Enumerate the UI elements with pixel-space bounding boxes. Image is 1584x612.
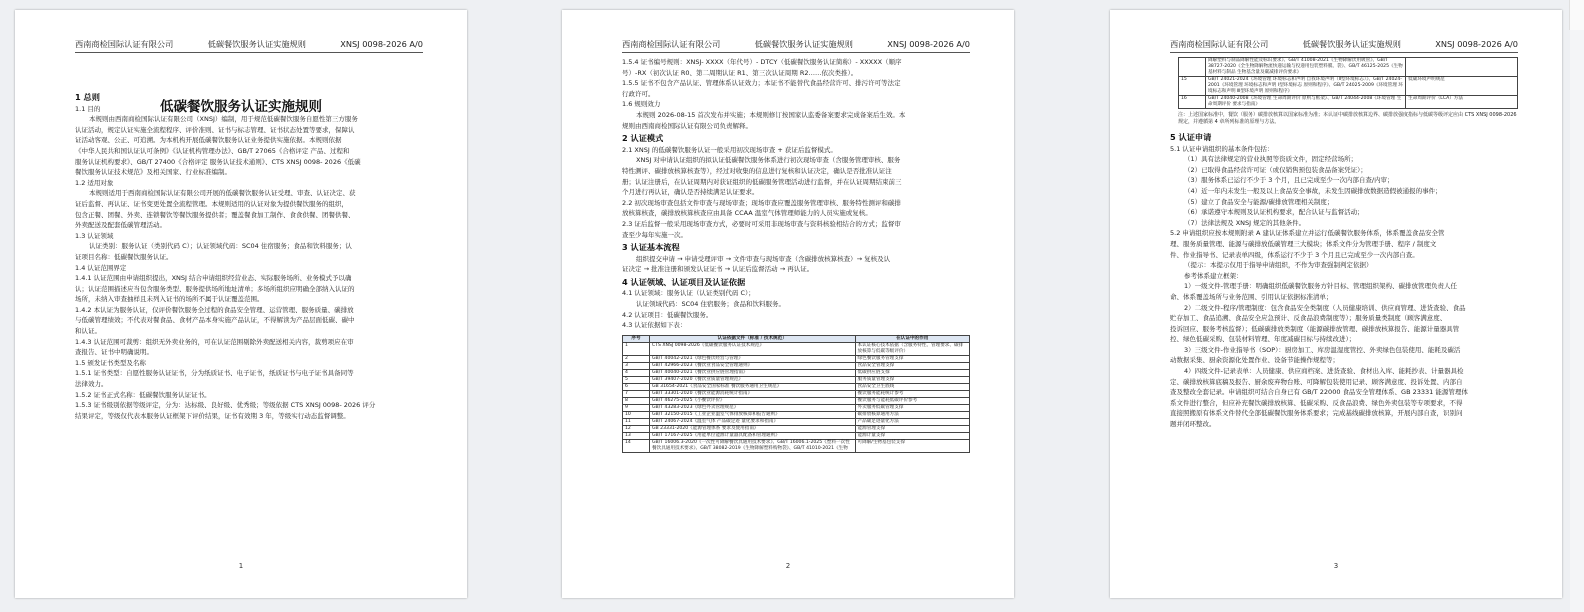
text-line: 贮存加工、食品追溯、食品安全应急预计、反食品浪费制度等）；服务质量类制度（顾客满意度、	[1170, 314, 1447, 323]
text-line: 命、体系覆盖场所与业务范围、引用认证依据标准清单；	[1170, 292, 1333, 301]
table-cell: 12	[623, 425, 650, 432]
table-cell: 绿色餐饮服务管理支撑	[855, 355, 970, 362]
page-number: 3	[1333, 562, 1339, 570]
table-cell: GB/T 32150-2015《工业企业温室气体排放核算和报告通则》	[650, 411, 856, 418]
header-doc-title: 低碳餐饮服务认证实施规则	[1302, 39, 1401, 49]
table-cell: 产品碳足迹量化方法	[855, 418, 970, 425]
table-row	[623, 390, 970, 397]
text-line: 1.1 目的	[75, 104, 101, 113]
text-line: 2.3 证后监督一般采用现场审查方式，必要时可采用非现场审查与资料核验相结合的方式；监督审	[622, 219, 901, 228]
section-heading: 1 总则	[75, 92, 100, 102]
table-row	[623, 425, 970, 432]
text-line: 直接照搬原有体系文件替代全部低碳餐饮服务体系要求；完成基线碳排放核算，开展内部自查，识别问	[1170, 409, 1463, 418]
table-row	[1179, 96, 1518, 109]
text-line: （4）近一年内未发生一般及以上食品安全事故，未发生因碳排放数据造假被通报的事件；	[1184, 186, 1442, 195]
text-line: 册；认证注册后，在认证周期内对获证组织的低碳服务管理活动进行监督，并在认证周期结束前三	[622, 177, 902, 186]
table-cell: 5	[623, 376, 650, 383]
header-doc-code: XNSJ 0098-2026 A/0	[887, 39, 970, 49]
text-line: 本规则 2026-08-15 首次发布并实施；本规则修订按国家认监委备案要求完成备案后生效。本	[636, 110, 906, 119]
table-header-cell: 序号	[623, 335, 650, 342]
text-line: 题并闭环整改。	[1170, 420, 1216, 429]
text-line: 查报告、证书中明确说明。	[75, 348, 153, 357]
table-row	[1179, 77, 1518, 96]
text-line: 餐饮服务认证技术规范》及相关国家、行业标准编制。	[75, 168, 231, 177]
text-line: 认；认证范围描述应当包含服务类型、服务提供场所地址清单；多场所组织应明确全部纳入认证的	[75, 284, 355, 293]
table-row	[623, 439, 970, 452]
table-cell: GB/T 16006.3-2020《一次性可降解餐饮具通用技术要求》、GB/T 16006.1-2025《塑料一次性餐饮具通用技术要求》、GB/T 38082-2019《生物降解塑料购物袋》、GB/T 41010-2021《生物	[650, 439, 856, 452]
table-cell: 9	[623, 404, 650, 411]
table-cell: 16	[1179, 96, 1206, 109]
text-line: 控、绿色低碳采购、包装材料管理、年度减碳目标与持续改进）；	[1170, 335, 1356, 344]
table-cell: 餐饮服务能耗统计参考	[855, 390, 970, 397]
text-line: 个月进行再认证，确认是否持续满足认证要求。	[622, 188, 759, 197]
text-line: 1.5.1 证书类型：自愿性服务认证证书，分为纸质证书、电子证书，纸质证书与电子证书具备同等	[75, 369, 354, 378]
text-line: 结果评定，等级仅代表本服务认证框架下评价结果，证书有效期 3 年，等级实行动态监督调整。	[75, 411, 350, 420]
standards-table	[1178, 57, 1518, 109]
text-line: 1.4.3 认证范围可裁剪：组织无外卖业务的，可在认证范围剔除外卖配送相关内容，裁剪项应在审	[75, 337, 354, 346]
page-body	[622, 57, 970, 453]
text-line: 系文件进行整合，但应补充餐饮碳排放核算、低碳采购、反食品浪费、绿色外卖包装等专项要求，不得	[1170, 398, 1463, 407]
table-cell: GB/T 24067-2024《温室气体 产品碳足迹 量化要求和指南》	[650, 418, 856, 425]
text-line: 件、作业指导书、记录表单四级，体系运行不少于 3 个月且已完成至少一次内部自查。	[1170, 250, 1419, 259]
section-heading: 3 认证基本流程	[622, 242, 680, 253]
table-cell	[1406, 58, 1518, 77]
table-cell: 低碳供应链支撑	[855, 369, 970, 376]
text-line: 投诉回应、服务考核监督）；低碳碳排放类制度（能源碳排放管理、碳排放核算报告、能源计量器具管	[1170, 324, 1460, 333]
text-line: 3）三级文件-作业指导书（SOP）：厨房加工、库房温湿度管控、外卖绿色包装使用、能耗及碳活	[1184, 345, 1461, 354]
section-heading: 5 认证申请	[1170, 132, 1212, 142]
text-line: 认证领域代码：SC04 住宿服务；食品和饮料服务。	[636, 300, 786, 309]
page-header	[75, 39, 423, 53]
text-line: 与低碳管理绩效；不代表对餐食品、食材产品本身实施产品认证，不得解读为产品层面低碳、碳中	[75, 316, 355, 325]
table-row	[623, 369, 970, 376]
text-line: 1.5.2 证书正式名称：低碳餐饮服务认证证书。	[75, 390, 211, 399]
table-cell: 8	[623, 397, 650, 404]
text-line: 证决定 → 批准注册和颁发认证证书 → 认证后监督活动 → 再认证。	[622, 265, 814, 274]
text-line: （6）承诺遵守本规则及认证机构要求，配合认证与监督活动；	[1184, 208, 1364, 217]
table-cell: 餐饮服务与能耗低碳评价参考	[855, 397, 970, 404]
table-cell: GB/T 46275-2025《小餐饮评价》	[650, 397, 856, 404]
table-cell: 15	[1179, 77, 1206, 96]
table-row	[623, 411, 970, 418]
table-cell: 6	[623, 383, 650, 390]
scrollbar[interactable]	[1570, 0, 1584, 612]
table-row	[623, 432, 970, 439]
table-cell: 14	[623, 439, 650, 452]
header-company: 西南商检国际认证有限公司	[75, 39, 174, 49]
text-line: 1）一级文件-管理手册：明确组织低碳餐饮服务方针目标、管理组织架构、碳排放管理负责人任	[1184, 282, 1457, 291]
table-cell: 4	[623, 369, 650, 376]
table-cell: GB 31654-2021《食品安全国家标准 餐饮服务通用卫生规范》	[650, 383, 856, 390]
table-cell: GB/T 43283-2023《绿色外卖管理规范》	[650, 404, 856, 411]
text-line: 证活动客观、公正、可追溯。为本机构开展低碳餐饮服务认证业务提供实施依据。本规则依据	[75, 136, 342, 145]
header-doc-title: 低碳餐饮服务认证实施规则	[754, 39, 853, 49]
text-line: 认证活动，规定认证实施全流程程序、评价准则、证书与标志管理、证书状态处置等要求，保障认	[75, 125, 355, 134]
section-heading: 2 认证模式	[622, 133, 664, 144]
text-line: （7）法律法规及 XNSJ 规定的其他条件。	[1184, 218, 1306, 227]
table-cell: 7	[623, 390, 650, 397]
text-line: 场所，未纳入审查抽样且未列入证书的场所不属于认证覆盖范围。	[75, 295, 264, 304]
text-line: 4.1 认证领域：服务认证（认证类别代码 C）；	[622, 289, 755, 298]
text-line: 证项目名称：低碳餐饮服务认证。	[75, 252, 173, 261]
text-line: 5.2 申请组织应按本规则附录 A 建认证体系建立并运行低碳餐饮服务体系，体系覆盖食品安全管	[1170, 229, 1445, 238]
text-line: 1.4.1 认证范围由申请组织提出，XNSJ 结合申请组织经营业态、实际服务场所、业务模式予以确	[75, 274, 352, 283]
page-header	[1170, 39, 1518, 53]
header-company: 西南商检国际认证有限公司	[622, 39, 721, 49]
header-doc-title: 低碳餐饮服务认证实施规则	[207, 39, 306, 49]
table-cell: 生命周期评价（LCA）方法	[1406, 96, 1518, 109]
table-cell: GB/T 40042-2021《绿色餐饮经营与管理》	[650, 355, 856, 362]
text-line: 认证类别：服务认证（类别代码 C）；认证领域代码：SC04 住宿服务；食品和饮料服务；认	[89, 242, 352, 251]
header-doc-code: XNSJ 0098-2026 A/0	[1435, 39, 1518, 49]
table-cell: GB/T 39407-2020《餐饮业质量管理规范》	[650, 376, 856, 383]
text-line: （3）服务体系已运行不少于 3 个月，且已完成至少一次内部自查/内审；	[1184, 176, 1394, 185]
table-row	[623, 404, 970, 411]
header-company: 西南商检国际认证有限公司	[1170, 39, 1269, 49]
text-line: 1.5 颁发证书类型及名称	[75, 358, 146, 367]
table-cell: 食品安全管理支撑	[855, 362, 970, 369]
table-cell: 低碳环境声明规范	[1406, 77, 1518, 96]
page-body	[75, 90, 423, 421]
text-line: 包含正餐、团餐、外卖、连锁餐饮等餐饮服务提供者；覆盖餐食加工制作、食食供餐、团餐供餐、	[75, 210, 355, 219]
text-line: 4）四级文件-记录表单：人员健康、供应商档案、进货查验、食材出入库、能耗抄表、计量器具检	[1184, 367, 1464, 376]
table-row	[623, 418, 970, 425]
table-cell: CTS XNSJ 0098-2026《低碳餐饮服务认证技术规范》	[650, 342, 856, 355]
text-line: 证后监督、再认证、证书变更处置全流程管理。本规则适用的认证对象为提供餐饮服务的组织，	[75, 199, 348, 208]
text-line: 4.2 认证项目：低碳餐饮服务。	[622, 310, 713, 319]
text-line: 1.4 认证范围界定	[75, 263, 127, 272]
table-row	[1179, 58, 1518, 77]
text-line: 本规则由西南商检国际认证有限公司（XNSJ）编制，用于规范低碳餐饮服务自愿性第三方服务	[89, 115, 358, 124]
scroll-up-button[interactable]	[1569, 0, 1584, 30]
table-row	[623, 362, 970, 369]
text-line: 规则由西南商检国际认证有限公司负责解释。	[622, 121, 752, 130]
text-line: 查及整改全套记录。申请组织可结合自身已有 GB/T 22000 食品安全管理体系、GB 23331 能源管理体	[1170, 388, 1468, 397]
text-line: 本规则适用于西南商检国际认证有限公司开展的低碳餐饮服务认证受理、审查、认证决定、获	[89, 189, 356, 198]
table-header-cell: 在认证中的作用	[855, 335, 970, 342]
page-number: 1	[238, 562, 244, 570]
table-cell: 3	[623, 362, 650, 369]
page-header	[622, 39, 970, 53]
table-row	[623, 376, 970, 383]
table-cell: 食品安全卫生底线	[855, 383, 970, 390]
table-cell: GB/T 40040-2021《餐饮业供应链管理指南》	[650, 369, 856, 376]
table-cell: 本认证核心技术依据（含服务特性、管理要求、碳排放核算与低碳等级评价）	[855, 342, 970, 355]
text-line: （提示：本提示仅用于指导申请组织，不作为审查强制判定依据）	[1184, 261, 1373, 270]
text-line: 2.1 XNSJ 的低碳餐饮服务认证一般采用初次现场审查 + 获证后监督模式。	[622, 145, 837, 154]
table-cell: 11	[623, 418, 650, 425]
table-cell: GB 23331-2020《能源管理体系 要求及使用指南》	[650, 425, 856, 432]
text-line: 2）二级文件-程序/管理制度：包含食品安全类制度（人员健康培训、供应商管理、进货查验、食品	[1184, 303, 1466, 312]
text-line: 法律效力。	[75, 380, 108, 389]
section-heading: 4 认证领域、认证项目及认证依据	[622, 276, 746, 287]
text-line: XNSJ 对申请认证组织的拟认证低碳餐饮服务体系进行初次现场审查（含服务管理审核、服务	[636, 156, 901, 165]
text-line: 2.2 初次现场审查包括文件审查与现场审查；现场审查应覆盖服务管理审核、服务特性测评和碳排	[622, 198, 901, 207]
text-line: 定、碳排放核算底稿及报告、厨余废弃物台账、可降解包装使用记录、顾客满意度、投诉处置、内部自	[1170, 377, 1463, 386]
header-doc-code: XNSJ 0098-2026 A/0	[340, 39, 423, 49]
text-line: 1.5.3 证书级别依据等级评定，分为：达标级、良好级、优秀级；等级依据 CTS XNSJ 0098- 2026 评分	[75, 401, 376, 410]
text-line: 动数据采集、厨余资源化处置作业、设备节能操作规程等；	[1170, 356, 1339, 365]
table-row	[623, 383, 970, 390]
table-cell: GB/T 17167-2025《用能单位能源计量器具配备和管理通则》	[650, 432, 856, 439]
document-page-1	[15, 10, 467, 598]
text-line: 行政许可。	[622, 89, 655, 98]
table-cell: 服务质量管理支撑	[855, 376, 970, 383]
text-line: 1.5.4 证书编号规则：XNSJ- XXXX（年代号）- DTCY（低碳餐饮服务认证简称）- XXXXX（顺序	[622, 58, 902, 66]
text-line: 1.6 规则效力	[622, 100, 661, 109]
table-cell: GB/T 33301-2020《餐饮业能源消耗统计指南》	[650, 390, 856, 397]
table-header-cell: 认证依据文件（标准 / 技术规范）	[650, 335, 856, 342]
text-line: 4.3 认证依据如下表：	[622, 321, 687, 330]
table-row	[623, 355, 970, 362]
text-line: 外卖配送及配套低碳管理活动。	[75, 221, 166, 230]
table-row	[623, 342, 970, 355]
table-cell: 可降解/生物基包装支撑	[855, 439, 970, 452]
table-row	[623, 397, 970, 404]
table-cell: GB/T 42966-2023《餐饮业食品安全管理通则》	[650, 362, 856, 369]
text-line: 1.3 认证领域	[75, 231, 114, 240]
text-line: （1）具有法律规定的营业执照等资质文件，固定经营场所；	[1184, 155, 1358, 164]
text-line: （2）已取得食品经营许可证（或仅销售预包装食品备案凭证）；	[1184, 165, 1367, 174]
text-line: 5.1 认证申请组织的基本条件包括：	[1170, 144, 1274, 153]
table-cell: 碳排放核算通用方法	[855, 411, 970, 418]
table-cell	[1179, 58, 1206, 77]
table-note: 注：上述国家标准中，餐饮（服务）碳排放核算以国家标准为准；本认证中碳排放核算边界、碳排放强度指标与低碳等级评定应由 CTS XNSJ 0098-2026 规定，并遵循第 4 章所列标准的原理与方法。	[1178, 112, 1517, 125]
text-line: 参考体系建立框架：	[1184, 271, 1243, 280]
standards-table	[622, 335, 970, 453]
table-cell: 降解塑料与制品降解性能及标识要求》、GB/T 41008-2021《生物降解饮用吸管》、GB/T 38727-2020《全生物降解物流快递运输与投递用包装塑料膜、袋》、GB/T 46125-2025《生物基材料与制品 生物基含量及碳减排评价要求》	[1206, 58, 1406, 77]
page-number: 2	[785, 562, 791, 570]
document-title: 低碳餐饮服务认证实施规则	[160, 99, 322, 115]
table-cell: 能源计量支撑	[855, 432, 970, 439]
text-line: 和认证。	[75, 327, 101, 336]
page-body	[1170, 57, 1518, 430]
table-cell: GB/T 24040-2008《环境管理 生命周期评价 原则与框架》、GB/T 24044-2008《环境管理 生命周期评价 要求与指南》	[1206, 96, 1406, 109]
text-line: 1.2 适用对象	[75, 178, 114, 187]
table-cell: 能源管理支撑	[855, 425, 970, 432]
table-cell: 1	[623, 342, 650, 355]
text-line: 查至少每年实施一次。	[622, 230, 687, 239]
table-cell: 13	[623, 432, 650, 439]
text-line: 放核算核查，碳排放核算核查应由具备 CCAA 温室气体管理师能力的人员实施或复核。	[622, 209, 872, 218]
document-page-2	[562, 10, 1014, 598]
text-line: 号）-RX（初次认证 R0、第二周期认证 R1、第三次认证周期 R2……依次类推）。	[622, 68, 858, 77]
table-cell: GB/T 24021-2024《环境管理 环境标志和声明 自我环境声明（Ⅱ型环境标志）》、GB/T 24024-2001《环境管理 环境标志和声明 Ⅰ型环境标志 原则和程序》、GB/T 24025-2009《环境管理 环境标志和声明 Ⅲ型环境声明 原则和程序》	[1206, 77, 1406, 96]
document-page-3	[1110, 10, 1562, 598]
text-line: 组织提交申请 → 申请受理评审 → 文件审查与现场审查（含碳排放核算核查）→ 复核及认	[636, 254, 891, 263]
table-cell: 10	[623, 411, 650, 418]
table-cell: 外卖服务低碳管理支撑	[855, 404, 970, 411]
text-line: （5）建立了食品安全与能源/碳排放管理相关制度；	[1184, 197, 1334, 206]
text-line: 服务认证机构要求》、GB/T 27400《合格评定 服务认证技术通则》、CTS XNSJ 0098- 2026《低碳	[75, 157, 361, 166]
text-line: 理、服务质量管理、能源与碳排放低碳管理三大模块；体系文件分为管理手册、程序 / 制度文	[1170, 239, 1437, 248]
text-line: 《中华人民共和国认证认可条例》《认证机构管理办法》、GB/T 27065《合格评定 产品、过程和	[75, 146, 350, 155]
text-line: 1.4.2 本认证为服务认证，仅评价餐饮服务全过程的食品安全管理、运营管理、服务质量、碳排放	[75, 305, 354, 314]
text-line: 特性测评、碳排放核算核查等），经过对收集的信息进行复核和认证决定，确认是否批准认证注	[622, 166, 892, 175]
table-cell: 2	[623, 355, 650, 362]
text-line: 1.5.5 证书不包含产品认证、管理体系认证效力；本证书不能替代食品经营许可、排污许可等法定	[622, 79, 901, 88]
